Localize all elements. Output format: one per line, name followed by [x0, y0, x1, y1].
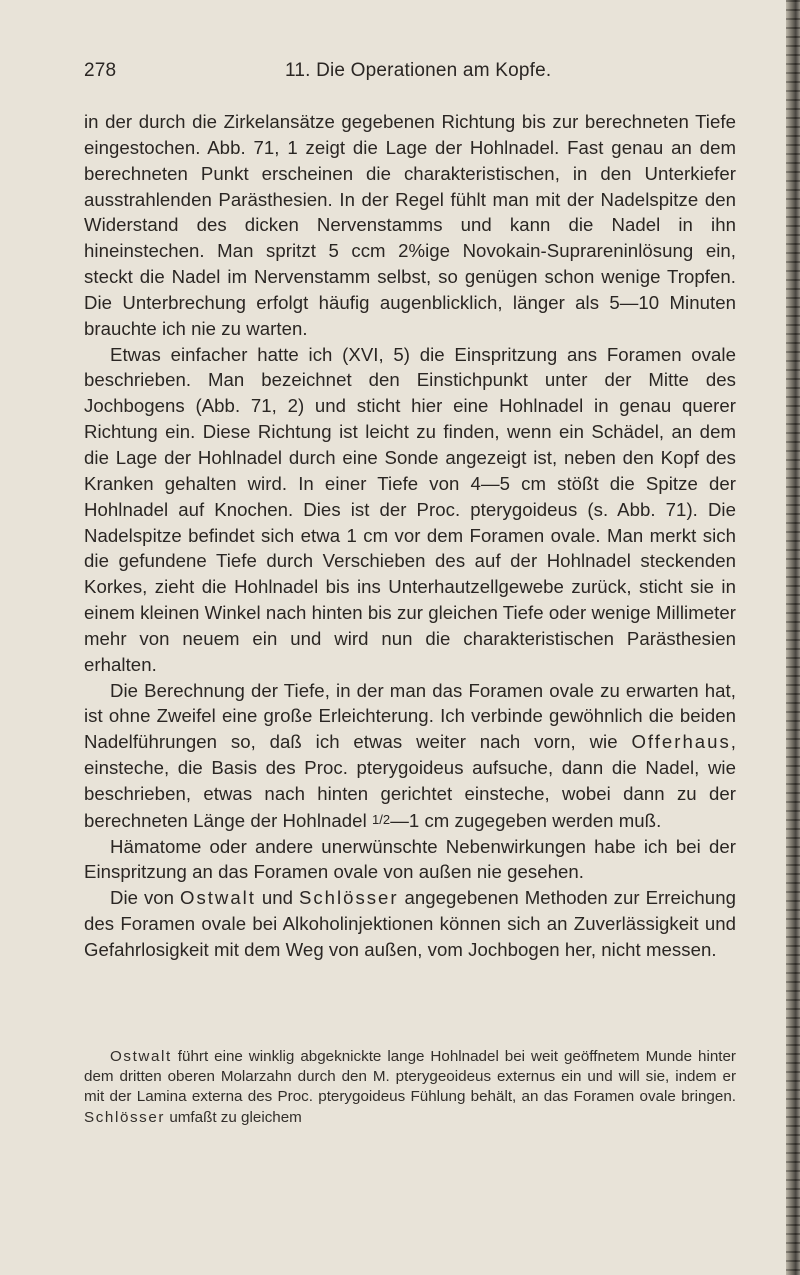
- page-header: [84, 60, 736, 86]
- paragraph-5-text-b: und: [255, 887, 299, 909]
- paragraph-3-text-b: , einsteche, die Basis des Proc. pterygoideus aufsuche, dann die Nadel, wie beschrieben, etwas nach hinten gerichtet einsteche, wobei dann zu der berechneten Länge der Hohlnadel: [84, 731, 736, 831]
- paragraph-4: Hämatome oder andere unerwünschte Nebenwirkungen habe ich bei der Einspritzung an das Foramen ovale von außen nie gesehen.: [84, 835, 736, 883]
- note-paragraph: [84, 1047, 736, 1128]
- fraction-half: 1/2: [371, 811, 391, 827]
- note-text-a: führt eine winklig abgeknickte lange Hohlnadel bei weit geöffnetem Munde hinter dem dritten oberen Molarzahn durch den M. pterygeoideus externus ein und will sie, indem er mit der Lamina externa des Proc. pterygoideus Fühlung behält, an das Foramen ovale bringen.: [84, 1048, 736, 1106]
- note-author-schloesser: Schlösser: [84, 1108, 166, 1126]
- author-offerhaus: Offerhaus: [631, 731, 731, 753]
- small-print-note: [84, 1047, 736, 1128]
- paragraph-3-text-a: Die Berechnung der Tiefe, in der man das Foramen ovale zu erwarten hat, ist ohne Zweifel eine große Erleichterung. Ich verbinde gewöhnlich die beiden Nadelführungen so, daß ich etwas weiter nach vorn, wie: [84, 679, 736, 753]
- page-number: 278: [84, 60, 117, 81]
- paragraph-3: [84, 678, 736, 834]
- note-author-ostwalt: Ostwalt: [110, 1048, 172, 1065]
- main-text: [84, 109, 736, 963]
- book-edge-shadow: [786, 0, 800, 1275]
- paragraph-1: in der durch die Zirkelansätze gegebenen Richtung bis zur berechneten Tiefe eingestochen. Abb. 71, 1 zeigt die Lage der Hohlnadel. Fast genau an dem berechneten Punkt erscheinen die charakteristischen, in den Unterkiefer ausstrahlenden Parästhesien. In der Regel fühlt man mit der Nadelspitze den Widerstand des dicken Nervenstamms und kann die Nadel in ihn hineinstechen. Man spritzt 5 ccm 2%ige Novokain-Suprareninlösung ein, steckt die Nadel im Nervenstamm selbst, so genügen schon wenige Tropfen. Die Unterbrechung erfolgt häufig augenblicklich, länger als 5—10 Minuten brauchte ich nie zu warten.: [84, 111, 736, 339]
- paragraph-3-text-c: —1 cm zugegeben werden muß.: [390, 809, 662, 831]
- author-schloesser: Schlösser: [298, 887, 399, 909]
- author-ostwalt: Ostwalt: [179, 887, 256, 909]
- paragraph-5-text-c: angegebenen Methoden zur Erreichung des Foramen ovale bei Alkoholinjektionen können sich an Zuverlässigkeit und Gefahrlosigkeit mit dem Weg von außen, vom Jochbogen her, nicht messen.: [84, 887, 736, 960]
- running-title: 11. Die Operationen am Kopfe.: [285, 60, 552, 81]
- paragraph-2: Etwas einfacher hatte ich (XVI, 5) die Einspritzung ans Foramen ovale beschrieben. Man bezeichnet den Einstichpunkt unter der Mitte des Jochbogens (Abb. 71, 2) und sticht hier eine Hohlnadel in genau querer Richtung ein. Diese Richtung ist leicht zu finden, wenn ein Schädel, an dem die Lage der Hohlnadel durch eine Sonde angezeigt ist, neben den Kopf des Kranken gehalten wird. In einer Tiefe von 4—5 cm stößt die Spitze der Hohlnadel auf Knochen. Dies ist der Proc. pterygoideus (s. Abb. 71). Die Nadelspitze befindet sich etwa 1 cm vor dem Foramen ovale. Man merkt sich die gefundene Tiefe durch Verschieben des auf der Hohlnadel steckenden Korkes, zieht die Hohlnadel bis ins Unterhautzellgewebe zurück, sticht sie in einem kleinen Winkel nach hinten bis zur gleichen Tiefe oder wenige Millimeter mehr von neuem ein und wird nun die charakteristischen Parästhesien erhalten.: [84, 343, 736, 675]
- note-text-b: umfaßt zu gleichem: [165, 1108, 302, 1126]
- paragraph-5-text-a: Die von: [110, 887, 180, 909]
- paragraph-5: [84, 885, 736, 963]
